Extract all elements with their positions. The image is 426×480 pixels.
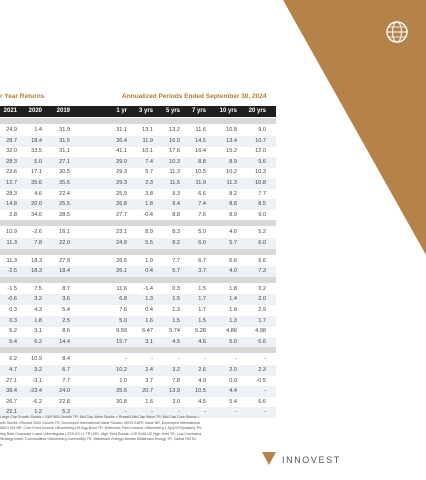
table-cell: 9.0 — [258, 127, 266, 133]
footnote-line: d — [0, 442, 2, 447]
table-row — [0, 157, 276, 168]
table-cell: 7.4 — [198, 201, 206, 208]
table-cell: 1.8 — [229, 285, 237, 292]
table-cell: 5.74 — [169, 328, 180, 335]
table-cell: 11.9 — [195, 180, 206, 186]
table-cell: 2.0 — [229, 367, 237, 373]
table-cell: 8.9 — [229, 211, 237, 218]
table-cell: 38.4 — [6, 388, 17, 395]
table-cell: 15.2 — [226, 148, 237, 155]
table-cell: 16.1 — [59, 229, 70, 236]
table-cell: 26.1 — [116, 268, 127, 275]
table-cell: 5.4 — [62, 307, 70, 313]
table-cell: 24.8 — [116, 240, 127, 246]
brand-wordmark: INNOVEST — [282, 455, 341, 465]
table-cell: 8.9 — [145, 229, 153, 236]
table-cell: 31.1 — [59, 148, 70, 155]
table-cell: 5.2 — [258, 229, 266, 236]
table-cell: 3.2 — [34, 296, 42, 303]
table-cell: 27.7 — [116, 211, 127, 218]
table-cell: 17.6 — [169, 148, 180, 155]
table-cell: 4.7 — [9, 367, 17, 373]
table-cell: 1.7 — [258, 317, 266, 324]
table-cell: 27.1 — [6, 377, 17, 384]
table-cell: 1.3 — [145, 296, 153, 303]
table-cell: - — [264, 409, 266, 416]
table-cell: 4.5 — [172, 338, 180, 345]
table-cell: 8.5 — [258, 201, 266, 208]
table-cell: 1.3 — [172, 307, 180, 313]
table-cell: 3.2 — [172, 367, 180, 373]
table-cell: 22.4 — [59, 190, 70, 197]
table-cell: 7.3 — [258, 268, 266, 275]
table-row — [0, 376, 276, 387]
table-cell: 32.0 — [6, 148, 17, 155]
table-cell: 2.6 — [198, 367, 206, 373]
table-cell: -0.4 — [143, 211, 153, 218]
table-row — [0, 167, 276, 178]
table-cell: 11.3 — [226, 180, 237, 186]
table-cell: 29.3 — [116, 169, 127, 176]
table-cell: -1.4 — [143, 285, 153, 292]
table-cell: 5.7 — [172, 268, 180, 275]
group-separator — [0, 118, 276, 124]
table-cell: 4.4 — [229, 388, 237, 395]
table-cell: 5.0 — [34, 158, 42, 165]
group-separator — [0, 249, 276, 255]
table-cell: 36.4 — [116, 137, 127, 144]
table-cell: 13.1 — [142, 127, 153, 133]
table-cell: 1.5 — [172, 296, 180, 303]
table-cell: 10.2 — [116, 367, 127, 373]
table-cell: 3.8 — [145, 190, 153, 197]
table-cell: 7.7 — [172, 257, 180, 264]
table-cell: -0.6 — [7, 296, 17, 303]
table-row — [0, 178, 276, 189]
table-row — [0, 294, 276, 305]
table-cell: 5.7 — [145, 169, 153, 176]
table-cell: 30.5 — [59, 169, 70, 176]
table-cell: 20.7 — [142, 388, 153, 395]
table-cell: 27.9 — [59, 257, 70, 264]
globe-emblem-icon — [385, 20, 409, 44]
table-cell: 7.5 — [34, 285, 42, 292]
table-cell: 9.6 — [258, 158, 266, 165]
table-cell: 8.8 — [229, 201, 237, 208]
table-row — [0, 189, 276, 200]
table-cell: 34.6 — [31, 211, 42, 218]
table-cell: 5.0 — [119, 317, 127, 324]
table-cell: 1.4 — [229, 296, 237, 303]
table-cell: 4.0 — [229, 268, 237, 275]
table-cell: 10.1 — [142, 148, 153, 155]
table-cell: - — [204, 356, 206, 363]
table-cell: 1.2 — [34, 409, 42, 416]
table-cell: 12.7 — [6, 180, 17, 186]
table-cell: 5.4 — [229, 398, 237, 405]
table-cell: 11.3 — [6, 240, 17, 246]
table-cell: 3.6 — [62, 296, 70, 303]
table-cell: 0.3 — [172, 285, 180, 292]
table-row — [0, 326, 276, 337]
table-cell: 4.6 — [34, 190, 42, 197]
table-row — [0, 365, 276, 376]
table-row — [0, 397, 276, 408]
table-cell: 8.7 — [62, 285, 70, 292]
table-cell: 6.0 — [198, 240, 206, 246]
table-cell: 12.0 — [255, 148, 266, 155]
table-cell: 7.4 — [145, 158, 153, 165]
table-cell: 7.7 — [62, 377, 70, 384]
footnote-line: ting Rate Corporate Loans =Morningstar LSTA US LL TR USD, High Yield Bonds= ICE BofA US High Yield TR, Low Correlated — [0, 431, 202, 436]
table-cell: 1.8 — [145, 201, 153, 208]
table-cell: 9.4 — [172, 201, 180, 208]
table-cell: - — [178, 409, 180, 416]
table-row — [0, 227, 276, 238]
table-row — [0, 316, 276, 327]
table-cell: 10.9 — [31, 356, 42, 363]
table-cell: 6.6 — [258, 257, 266, 264]
table-row — [0, 305, 276, 316]
table-cell: 31.9 — [59, 127, 70, 133]
table-cell: 2.4 — [145, 367, 153, 373]
table-cell: 4.6 — [198, 338, 206, 345]
column-header: 20 yrs — [248, 108, 266, 114]
table-cell: 1.6 — [145, 398, 153, 405]
table-cell: 1.5 — [172, 317, 180, 324]
column-header: 7 yrs — [191, 108, 206, 114]
table-cell: 5.3 — [62, 409, 70, 416]
group-separator — [0, 220, 276, 226]
table-cell: 6.2 — [9, 356, 17, 363]
table-cell: 5.2 — [9, 328, 17, 335]
table-cell: - — [264, 356, 266, 363]
table-cell: - — [125, 356, 127, 363]
table-cell: 14.5 — [195, 137, 206, 144]
table-cell: 13.2 — [169, 127, 180, 133]
column-header-bar — [0, 106, 276, 117]
table-row — [0, 354, 276, 365]
table-cell: 0.3 — [9, 307, 17, 313]
table-cell: 2.9 — [258, 307, 266, 313]
table-cell: 1.9 — [145, 257, 153, 264]
table-cell: 35.5 — [59, 180, 70, 186]
table-cell: 0.4 — [145, 268, 153, 275]
table-cell: 5.5 — [145, 240, 153, 246]
table-cell: 10.5 — [195, 388, 206, 395]
table-cell: 1.7 — [198, 307, 206, 313]
table-cell: 35.6 — [31, 180, 42, 186]
table-cell: 10.7 — [255, 137, 266, 144]
table-cell: 2.3 — [258, 367, 266, 373]
table-cell: -23.4 — [29, 388, 42, 395]
table-cell: 7.6 — [119, 307, 127, 313]
table-cell: 3.7 — [145, 377, 153, 384]
calendar-returns-title: r Year Returns — [0, 93, 45, 100]
table-cell: - — [151, 409, 153, 416]
table-cell: 3.7 — [198, 268, 206, 275]
group-separator — [0, 347, 276, 353]
table-cell: 6.7 — [198, 257, 206, 264]
table-cell: 26.8 — [116, 201, 127, 208]
table-cell: 22.8 — [59, 398, 70, 405]
table-cell: 5.28 — [195, 328, 206, 335]
table-cell: 3.1 — [34, 328, 42, 335]
table-cell: 4.9 — [198, 377, 206, 384]
column-header: 10 yrs — [219, 108, 237, 114]
table-cell: 8.6 — [62, 328, 70, 335]
table-cell: 25.5 — [59, 201, 70, 208]
table-cell: 10.3 — [169, 158, 180, 165]
table-cell: - — [235, 356, 237, 363]
table-cell: - — [151, 356, 153, 363]
table-cell: 14.8 — [6, 201, 17, 208]
table-cell: 16.4 — [195, 148, 206, 155]
table-cell: 9.3 — [172, 190, 180, 197]
table-cell: 24.9 — [6, 127, 17, 133]
table-cell: 20.0 — [31, 201, 42, 208]
table-cell: 6.6 — [258, 338, 266, 345]
table-cell: 5.0 — [198, 229, 206, 236]
table-cell: 2.5 — [62, 317, 70, 324]
table-cell: 28.7 — [6, 137, 17, 144]
table-cell: 4.6 — [229, 229, 237, 236]
column-header: 2021 — [3, 108, 17, 114]
table-cell: 22.0 — [59, 240, 70, 246]
table-row — [0, 125, 276, 136]
table-row — [0, 146, 276, 157]
table-cell: 2.8 — [9, 211, 17, 218]
annualized-periods-title: Annualized Periods Ended September 30, 2024 — [122, 93, 267, 100]
table-cell: 8.8 — [172, 211, 180, 218]
table-cell: 4.98 — [255, 328, 266, 335]
table-cell: 1.4 — [34, 127, 42, 133]
table-cell: 10.8 — [255, 180, 266, 186]
table-cell: 4.5 — [198, 398, 206, 405]
table-cell: 11.3 — [6, 257, 17, 264]
table-cell: 10.2 — [226, 169, 237, 176]
table-row — [0, 199, 276, 210]
table-cell: 1.8 — [229, 307, 237, 313]
table-cell: 6.6 — [258, 398, 266, 405]
table-cell: 26.7 — [6, 398, 17, 405]
table-cell: 1.5 — [198, 317, 206, 324]
table-cell: 25.9 — [116, 190, 127, 197]
table-cell: 18.3 — [31, 268, 42, 275]
table-cell: 5.7 — [229, 240, 237, 246]
table-cell: -0.5 — [256, 377, 266, 384]
table-cell: 6.6 — [229, 257, 237, 264]
table-cell: 22.6 — [6, 169, 17, 176]
footnote-line: Strategy Index, Commodities =Bloomberg Commodity TR, Midstream Energy=Alerian Midstream Energy TR, Global REITs= — [0, 437, 197, 441]
table-cell: 18.4 — [31, 137, 42, 144]
table-cell: 31.5 — [59, 137, 70, 144]
table-cell: 7.6 — [198, 211, 206, 218]
footnote-line: Large Cap Growth Stocks = S&P 500 Growth TR, Mid Cap Value Stocks = Russell Mid Cap Value TR, Mid Cap Core Stocks = — [0, 415, 200, 419]
table-cell: 1.5 — [198, 285, 206, 292]
table-row — [0, 256, 276, 267]
table-cell: 5.4 — [9, 338, 17, 345]
table-cell: 1.7 — [198, 296, 206, 303]
table-cell: 33.5 — [31, 148, 42, 155]
table-cell: -3.1 — [32, 377, 42, 384]
table-cell: 13.9 — [169, 388, 180, 395]
table-cell: - — [204, 409, 206, 416]
table-cell: 2.3 — [145, 180, 153, 186]
table-cell: 8.2 — [229, 190, 237, 197]
table-cell: 10.9 — [6, 229, 17, 236]
table-cell: 11.9 — [142, 137, 153, 144]
table-cell: 10.3 — [255, 169, 266, 176]
column-header: 3 yrs — [138, 108, 153, 114]
column-header: 2019 — [56, 108, 70, 114]
table-cell: 11.6 — [116, 285, 127, 292]
footnote-line: wth Stocks =Russell 2000 Growth TR, Developed International Value Stocks= MSCI EAFE Value NR, Developed International — [0, 420, 200, 425]
table-cell: 6.2 — [34, 338, 42, 345]
table-cell: - — [125, 409, 127, 416]
table-cell: 28.3 — [6, 158, 17, 165]
table-row — [0, 136, 276, 147]
table-cell: 10.8 — [226, 127, 237, 133]
table-cell: 8.3 — [172, 229, 180, 236]
table-cell: - — [178, 356, 180, 363]
table-cell: 22.1 — [6, 409, 17, 416]
table-cell: 1.8 — [34, 317, 42, 324]
table-cell: -2.6 — [32, 229, 42, 236]
table-cell: 41.1 — [116, 148, 127, 155]
table-cell: 1.6 — [145, 317, 153, 324]
table-cell: 3.2 — [258, 285, 266, 292]
table-cell: 3.0 — [172, 398, 180, 405]
table-cell: 14.4 — [59, 338, 70, 345]
table-cell: 11.5 — [169, 180, 180, 186]
table-cell: 6.47 — [142, 328, 153, 335]
table-cell: 9.0 — [258, 211, 266, 218]
table-cell: 7.8 — [172, 377, 180, 384]
table-cell: 26.5 — [116, 257, 127, 264]
table-row — [0, 337, 276, 348]
table-cell: 7.7 — [258, 190, 266, 197]
table-cell: 28.3 — [6, 190, 17, 197]
table-cell: 8.8 — [198, 158, 206, 165]
table-cell: 6.0 — [258, 240, 266, 246]
table-cell: 27.1 — [59, 158, 70, 165]
table-cell: 18.3 — [31, 257, 42, 264]
table-cell: 31.1 — [116, 127, 127, 133]
table-cell: 35.6 — [116, 388, 127, 395]
table-cell: 1.3 — [229, 317, 237, 324]
table-row — [0, 238, 276, 249]
table-cell: - — [235, 409, 237, 416]
column-header: 1 yr — [116, 108, 127, 114]
table-cell: 11.6 — [195, 127, 206, 133]
table-cell: 2.0 — [258, 296, 266, 303]
table-cell: 10.5 — [195, 169, 206, 176]
table-cell: 8.2 — [172, 240, 180, 246]
section-header — [0, 92, 276, 104]
table-cell: 3.2 — [34, 367, 42, 373]
table-cell: 3.1 — [145, 338, 153, 345]
table-cell: -2.5 — [7, 268, 17, 275]
table-row — [0, 210, 276, 221]
table-cell: 11.3 — [169, 169, 180, 176]
table-cell: 13.4 — [226, 137, 237, 144]
table-cell: 6.7 — [62, 367, 70, 373]
table-cell: 29.3 — [116, 180, 127, 186]
table-cell: 18.4 — [59, 268, 70, 275]
table-cell: 0.4 — [145, 307, 153, 313]
column-header: 2020 — [28, 108, 42, 114]
table-cell: 1.0 — [119, 377, 127, 384]
group-separator — [0, 277, 276, 283]
table-cell: 30.8 — [116, 398, 127, 405]
table-cell: 4.86 — [226, 328, 237, 335]
table-cell: 4.3 — [34, 307, 42, 313]
table-cell: 9.59 — [116, 328, 127, 335]
table-cell: 17.1 — [31, 169, 42, 176]
table-row — [0, 284, 276, 295]
table-cell: 24.0 — [59, 388, 70, 395]
table-cell: - — [264, 388, 266, 395]
table-cell: 16.0 — [169, 137, 180, 144]
table-cell: 6.6 — [198, 190, 206, 197]
table-cell: -6.2 — [32, 398, 42, 405]
table-cell: 5.0 — [229, 338, 237, 345]
table-cell: 6.8 — [119, 296, 127, 303]
table-row — [0, 266, 276, 277]
table-cell: 28.5 — [59, 211, 70, 218]
table-cell: 29.0 — [116, 158, 127, 165]
table-cell: 23.1 — [116, 229, 127, 236]
column-header: 5 yrs — [165, 108, 180, 114]
footnote-line: MSCI EM NR, Core Fixed Income =Bloomberg US Agg Bond TR, Defensive Fixed Income =Bloomberg 1-5yr(GOV)reasury TR, — [0, 426, 202, 430]
table-cell: 15.7 — [116, 338, 127, 345]
table-cell: -1.5 — [7, 285, 17, 292]
table-cell: 8.9 — [229, 158, 237, 165]
table-cell: 7.8 — [34, 240, 42, 246]
table-cell: 8.4 — [62, 356, 70, 363]
table-row — [0, 386, 276, 397]
table-cell: 0.0 — [229, 377, 237, 384]
table-cell: 0.3 — [9, 317, 17, 324]
